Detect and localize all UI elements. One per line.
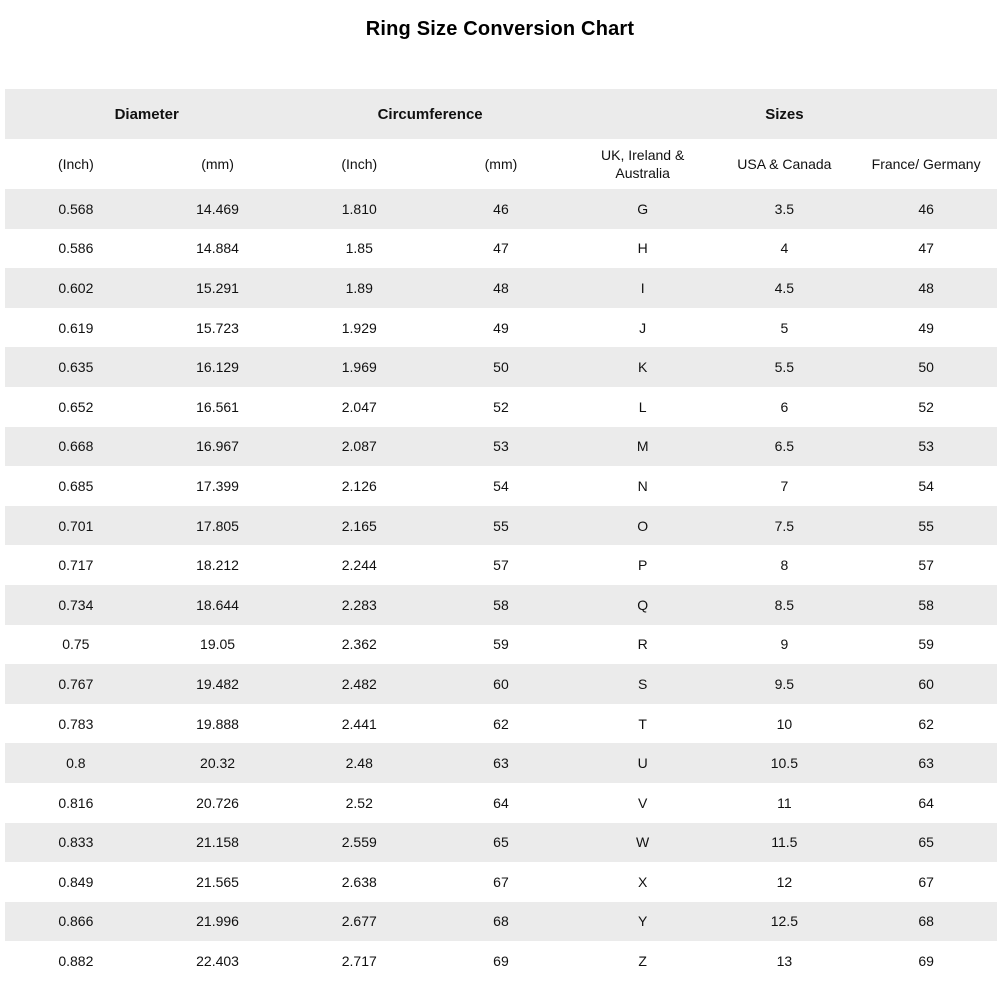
table-header	[5, 89, 997, 189]
table-cell: 68	[918, 913, 934, 930]
table-row	[5, 625, 997, 665]
table-cell: 4	[780, 240, 789, 257]
table-cell: 65	[493, 834, 509, 851]
table-cell: 59	[493, 636, 509, 653]
table-cell: 0.833	[58, 834, 94, 851]
table-cell: J	[639, 319, 647, 336]
table-cell: 48	[918, 279, 934, 296]
table-cell: 10	[776, 715, 793, 732]
page-title: Ring Size Conversion Chart	[365, 18, 635, 40]
table-cell: 0.668	[58, 438, 94, 455]
table-cell: H	[637, 240, 648, 257]
table-row	[5, 189, 997, 229]
table-cell: 17.805	[196, 517, 239, 534]
table-cell: 60	[493, 675, 509, 692]
table-cell: T	[638, 715, 647, 732]
table-cell: 22.403	[196, 953, 239, 970]
table-cell: V	[637, 794, 648, 811]
table-cell: 13	[776, 953, 793, 970]
table-body	[5, 189, 997, 981]
table-row	[5, 743, 997, 783]
table-row	[5, 427, 997, 467]
table-row	[5, 466, 997, 506]
table-cell: 2.047	[341, 398, 377, 415]
table-cell: 4.5	[774, 279, 795, 296]
table-cell: 54	[918, 477, 934, 494]
table-cell: 14.884	[196, 240, 239, 257]
table-cell: Z	[638, 953, 647, 970]
table-cell: 58	[493, 596, 509, 613]
table-cell: 0.568	[58, 200, 94, 217]
table-cell: G	[637, 200, 649, 217]
table-cell: 52	[493, 398, 509, 415]
table-cell: 0.635	[58, 359, 94, 376]
table-cell: 2.559	[341, 834, 377, 851]
table-cell: 57	[493, 557, 509, 574]
table-cell: 54	[493, 477, 509, 494]
table-cell: 2.638	[341, 873, 377, 890]
table-subheader-row	[5, 139, 997, 189]
table-row	[5, 506, 997, 546]
table-cell: 46	[918, 200, 934, 217]
table-cell: 15.291	[196, 279, 239, 296]
table-cell: 16.129	[196, 359, 239, 376]
column-header-france-germany: France/ Germany	[855, 139, 997, 189]
table-cell: 47	[493, 240, 509, 257]
table-cell: 62	[918, 715, 934, 732]
table-cell: 0.602	[58, 279, 94, 296]
ring-size-conversion-table	[5, 89, 997, 981]
table-cell: 11	[777, 794, 792, 811]
table-cell: 50	[493, 359, 509, 376]
table-cell: 6	[780, 398, 789, 415]
table-cell: 16.561	[196, 398, 239, 415]
group-header-diameter: Diameter	[5, 89, 288, 139]
column-header-circumference-mm: (mm)	[430, 139, 572, 189]
table-cell: 3.5	[774, 200, 795, 217]
table-cell: M	[636, 438, 649, 455]
table-cell: 2.441	[341, 715, 377, 732]
table-cell: 7	[780, 477, 789, 494]
table-cell: U	[637, 755, 648, 772]
table-cell: 2.482	[341, 675, 377, 692]
table-cell: 57	[918, 557, 934, 574]
table-cell: 0.866	[58, 913, 94, 930]
table-row	[5, 585, 997, 625]
table-cell: 50	[918, 359, 934, 376]
table-cell: 17.399	[196, 477, 239, 494]
table-cell: 0.849	[58, 873, 94, 890]
table-cell: 48	[493, 279, 509, 296]
table-cell: 58	[918, 596, 934, 613]
table-cell: 68	[493, 913, 509, 930]
table-cell: 0.734	[58, 596, 94, 613]
table-cell: R	[637, 636, 648, 653]
table-cell: 2.126	[341, 477, 377, 494]
table-cell: 9.5	[774, 675, 795, 692]
table-cell: 8.5	[774, 596, 795, 613]
table-cell: 60	[918, 675, 934, 692]
table-cell: 53	[918, 438, 934, 455]
table-cell: 0.783	[58, 715, 94, 732]
table-cell: 59	[918, 636, 934, 653]
table-cell: 64	[493, 794, 509, 811]
group-header-circumference: Circumference	[288, 89, 571, 139]
table-cell: 0.8	[66, 755, 86, 772]
table-cell: 20.726	[196, 794, 239, 811]
table-cell: 9	[780, 636, 789, 653]
table-cell: 12	[776, 873, 793, 890]
table-cell: Y	[637, 913, 648, 930]
table-cell: 55	[918, 517, 934, 534]
table-cell: 21.996	[196, 913, 239, 930]
column-header-diameter-mm: (mm)	[147, 139, 289, 189]
table-cell: 21.565	[196, 873, 239, 890]
table-cell: 0.882	[58, 953, 94, 970]
table-cell: 1.89	[345, 279, 373, 296]
table-row	[5, 545, 997, 585]
table-cell: 0.652	[58, 398, 94, 415]
table-cell: O	[637, 517, 649, 534]
table-cell: 0.586	[58, 240, 94, 257]
table-cell: 2.283	[341, 596, 377, 613]
table-cell: 49	[918, 319, 934, 336]
table-cell: 8	[780, 557, 789, 574]
table-cell: 67	[918, 873, 934, 890]
table-cell: 0.767	[58, 675, 94, 692]
table-cell: 64	[918, 794, 934, 811]
table-cell: 2.717	[341, 953, 377, 970]
table-cell: 63	[493, 755, 509, 772]
table-cell: 0.619	[58, 319, 94, 336]
table-row	[5, 387, 997, 427]
table-cell: 11.5	[771, 834, 798, 851]
table-cell: 2.244	[341, 557, 377, 574]
table-cell: L	[638, 398, 647, 415]
table-cell: 2.362	[341, 636, 377, 653]
table-cell: I	[640, 279, 645, 296]
table-row	[5, 229, 997, 269]
table-cell: 14.469	[196, 200, 239, 217]
table-cell: 65	[918, 834, 934, 851]
table-cell: 2.52	[345, 794, 373, 811]
column-header-circumference-inch: (Inch)	[288, 139, 430, 189]
table-cell: 1.85	[345, 240, 373, 257]
column-header-usa-canada: USA & Canada	[714, 139, 856, 189]
table-cell: 15.723	[196, 319, 239, 336]
table-cell: X	[637, 873, 648, 890]
table-cell: 2.165	[341, 517, 377, 534]
group-header-sizes: Sizes	[572, 89, 997, 139]
table-cell: 5.5	[774, 359, 795, 376]
table-cell: 5	[780, 319, 789, 336]
table-cell: 18.212	[196, 557, 239, 574]
column-header-diameter-inch: (Inch)	[5, 139, 147, 189]
table-cell: K	[637, 359, 648, 376]
table-cell: 0.717	[58, 557, 94, 574]
table-row	[5, 941, 997, 981]
table-cell: 55	[493, 517, 509, 534]
table-group-header-row	[5, 89, 997, 139]
table-cell: 53	[493, 438, 509, 455]
table-cell: 62	[493, 715, 509, 732]
table-row	[5, 783, 997, 823]
table-row	[5, 704, 997, 744]
table-cell: N	[637, 477, 648, 494]
column-header-uk-ireland-australia-label: UK, Ireland & Australia	[601, 146, 685, 181]
table-cell: 2.48	[345, 755, 373, 772]
table-cell: 69	[918, 953, 934, 970]
table-cell: S	[637, 675, 648, 692]
table-cell: 19.482	[196, 675, 239, 692]
table-row	[5, 823, 997, 863]
table-cell: 69	[493, 953, 509, 970]
table-cell: 0.816	[58, 794, 94, 811]
table-cell: 19.05	[200, 636, 236, 653]
table-cell: Q	[637, 596, 649, 613]
table-cell: 7.5	[774, 517, 795, 534]
table-cell: 21.158	[196, 834, 239, 851]
table-cell: 1.810	[341, 200, 377, 217]
table-row	[5, 862, 997, 902]
table-cell: 67	[493, 873, 509, 890]
table-cell: 19.888	[196, 715, 239, 732]
table-cell: 20.32	[200, 755, 236, 772]
table-cell: 12.5	[770, 913, 798, 930]
table-cell: 6.5	[774, 438, 795, 455]
table-row	[5, 902, 997, 942]
table-cell: 46	[493, 200, 509, 217]
table-cell: 1.969	[341, 359, 377, 376]
table-row	[5, 308, 997, 348]
table-cell: 52	[918, 398, 934, 415]
table-cell: W	[636, 834, 650, 851]
table-cell: 2.677	[341, 913, 377, 930]
table-cell: 10.5	[770, 755, 798, 772]
table-cell: 49	[493, 319, 509, 336]
table-row	[5, 268, 997, 308]
table-cell: 2.087	[341, 438, 377, 455]
table-cell: 16.967	[196, 438, 239, 455]
table-row	[5, 347, 997, 387]
table-cell: 0.701	[58, 517, 94, 534]
table-cell: 0.75	[62, 636, 90, 653]
table-cell: 47	[918, 240, 934, 257]
table-cell: P	[637, 557, 648, 574]
table-cell: 0.685	[58, 477, 94, 494]
table-cell: 1.929	[341, 319, 377, 336]
table-row	[5, 664, 997, 704]
table-cell: 18.644	[196, 596, 239, 613]
column-header-uk-ireland-australia	[572, 139, 714, 189]
table-cell: 63	[918, 755, 934, 772]
